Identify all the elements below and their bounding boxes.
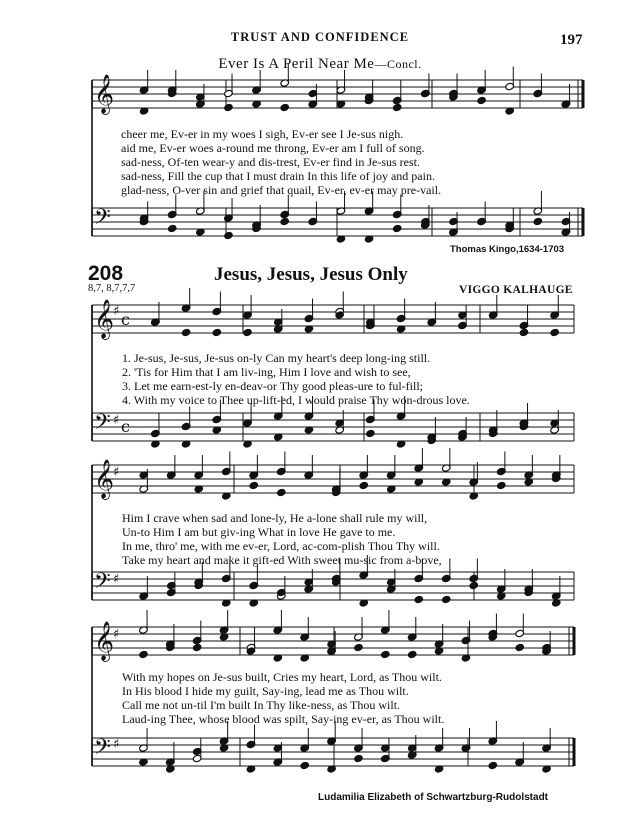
lyric-line: Call me not un-til I'm built In Thy like-ness, as Thou wilt.: [122, 698, 401, 712]
prev-lyric-line: sad-ness, Fill the cup that I must drain In this life of joy and pain.: [121, 169, 435, 183]
note: [469, 581, 479, 589]
note: [550, 328, 560, 336]
note: [300, 761, 310, 769]
bass-clef: 𝄢: [94, 735, 111, 765]
hymn-title: Jesus, Jesus, Jesus Only: [214, 264, 408, 285]
lyric-line: 3. Let me earn-est-ly en-deav-or Thy good pleas-ure to ful-fill;: [122, 379, 424, 393]
note: [276, 488, 286, 496]
time-signature: c: [121, 417, 130, 436]
note: [181, 328, 191, 336]
note: [477, 96, 487, 104]
note: [533, 217, 543, 225]
lyric-line: In me, thro' me, with me ev-er, Lord, ac-com-plish Thou Thy will.: [122, 539, 440, 553]
prev-lyric-line: cheer me, Ev-er in my woes I sigh, Ev-er see I Je-sus nigh.: [121, 127, 404, 141]
lyric-line: Un-to Him I am but giv-ing What in love He gave to me.: [122, 525, 396, 539]
running-head: TRUST AND CONFIDENCE: [230, 30, 410, 44]
time-signature: c: [121, 310, 130, 329]
note: [354, 643, 364, 651]
treble-clef: 𝄞: [94, 621, 115, 661]
note: [392, 103, 402, 111]
note: [407, 650, 417, 658]
hymn-meter: 8,7, 8,7,7,7: [88, 283, 136, 294]
note: [381, 650, 391, 658]
note: [359, 481, 369, 489]
hymn-number: 208: [88, 262, 124, 285]
prev-hymn-title-suffix: —Concl.: [374, 57, 422, 71]
treble-clef: 𝄞: [94, 299, 115, 339]
treble-clef: 𝄞: [94, 459, 115, 499]
note: [519, 328, 529, 336]
note: [212, 328, 222, 336]
note: [224, 103, 234, 111]
note: [354, 754, 364, 762]
prev-hymn-title-text: Ever Is A Peril Near Me: [218, 56, 375, 72]
prev-lyric-line: aid me, Ev-er woes a-round me throng, Ev-er am I full of song.: [121, 141, 425, 155]
hymn-author: Ludamilia Elizabeth of Schwartzburg-Rudolstadt: [318, 792, 549, 803]
lyric-line: Laud-ing Thee, whose blood was spilt, Say-ing ev-er, as Thou wilt.: [122, 712, 445, 726]
sharp-sign: ♯: [113, 572, 120, 587]
note: [496, 481, 506, 489]
lyric-line: 4. With my voice to Thee up-lift-ed, I would praise Thy won-drous love.: [122, 393, 470, 407]
lyric-line: 2. 'Tis for Him that I am liv-ing, Him I love and wish to see,: [122, 365, 411, 379]
note: [392, 224, 402, 232]
bass-clef: 𝄢: [94, 569, 111, 599]
bass-clef: 𝄢: [94, 410, 111, 440]
sharp-sign: ♯: [113, 737, 120, 752]
lyric-line: With my hopes on Je-sus built, Cries my heart, Lord, as Thou wilt.: [122, 670, 442, 684]
note: [366, 429, 376, 437]
note: [488, 761, 498, 769]
lyric-line: In His blood I hide my guilt, Say-ing, lead me as Thou wilt.: [122, 684, 409, 698]
bass-clef: 𝄢: [94, 205, 111, 235]
sharp-sign: ♯: [113, 413, 120, 428]
note: [249, 481, 259, 489]
note: [224, 231, 234, 239]
lyric-line: Take my heart and make it gift-ed With sweet mu-sic from a-bove,: [122, 553, 442, 567]
page-number: 197: [560, 32, 583, 48]
note: [243, 328, 253, 336]
note: [515, 643, 525, 651]
sharp-sign: ♯: [113, 304, 120, 319]
note: [414, 595, 424, 603]
sharp-sign: ♯: [113, 465, 120, 480]
prev-lyric-line: sad-ness, Of-ten wear-y and dis-trest, Ev-er find in Je-sus rest.: [121, 155, 421, 169]
lyric-line: 1. Je-sus, Je-sus, Je-sus on-ly Can my heart's deep long-ing still.: [122, 351, 431, 365]
hymn-composer: VIGGO KALHAUGE: [459, 284, 573, 296]
note: [192, 643, 202, 651]
treble-clef: 𝄞: [94, 74, 115, 114]
note: [139, 650, 149, 658]
note: [441, 595, 451, 603]
sharp-sign: ♯: [113, 627, 120, 642]
prev-lyric-line: glad-ness, O-ver sin and grief that quail, Ev-er, ev-er may pre-vail.: [121, 183, 442, 197]
note: [280, 103, 290, 111]
prev-hymn-author: Thomas Kingo,1634-1703: [450, 244, 565, 255]
note: [280, 217, 290, 225]
note: [167, 224, 177, 232]
lyric-line: Him I crave when sad and lone-ly, He a-lone shall rule my will,: [122, 511, 428, 525]
